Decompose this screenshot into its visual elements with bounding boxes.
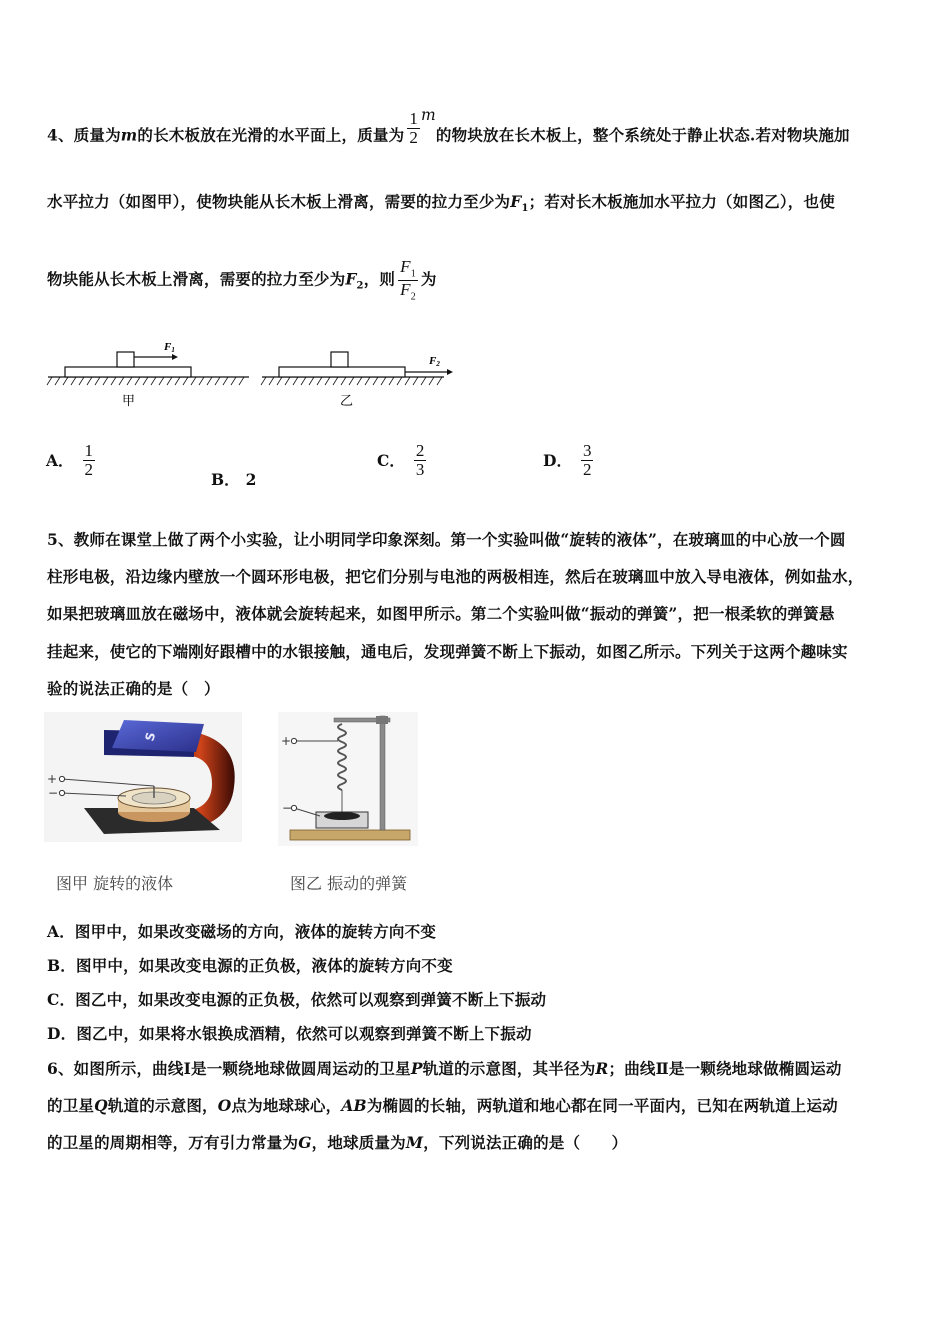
stand-base <box>290 830 410 840</box>
caption-vibrating-spring: 图乙 振动的弹簧 <box>290 874 408 893</box>
q4-line-2: 水平拉力（如图甲），使物块能从长木板上滑离，需要的拉力至少为$F_1$；若对长木板施加水平拉力（如图乙），也使 <box>47 192 835 215</box>
spring-positive-label: + <box>281 734 292 748</box>
long-board-jia <box>65 367 191 377</box>
block-jia <box>117 352 134 367</box>
q5-line-3: 如果把玻璃皿放在磁场中，液体就会旋转起来，如图甲所示。第二个实验叫做“振动的弹簧”，把一根柔软的弹簧悬 <box>47 604 835 623</box>
q4-fraction-half-m: $\frac{1}{2}$ <box>409 109 419 147</box>
force-f1-label: F1 <box>164 341 175 354</box>
q4-option-b[interactable]: B． 2 <box>211 469 257 489</box>
q4-ratio-fraction: $\frac{F_1}{F_2}$ <box>400 257 416 303</box>
magnet-top-pole <box>112 720 204 752</box>
rotating-liquid-figure <box>44 712 242 842</box>
long-board-yi <box>279 367 405 377</box>
diagram-yi-label: 乙 <box>340 394 354 409</box>
q4-line-3: 物块能从长木板上滑离，需要的拉力至少为$F_2$，则 $\frac{F_1}{F_2}$ 为 <box>47 257 437 303</box>
q5-option-a[interactable]: A．图甲中，如果改变磁场的方向，液体的旋转方向不变 <box>47 922 437 941</box>
q4-block-diagrams <box>44 336 464 416</box>
q5-line-1: 5、教师在课堂上做了两个小实验，让小明同学印象深刻。第一个实验叫做“旋转的液体”，在玻璃皿的中心放一个圆 <box>47 530 846 549</box>
caption-rotating-liquid: 图甲 旋转的液体 <box>56 874 174 893</box>
q6-line-1: 6、如图所示，曲线Ⅰ是一颗绕地球做圆周运动的卫星P轨道的示意图，其半径为R；曲线Ⅱ是一颗绕地球做椭圆运动 <box>47 1059 842 1078</box>
q5-line-2: 柱形电极，沿边缘内壁放一个圆环形电极，把它们分别与电池的两极相连，然后在玻璃皿中放入导电液体，例如盐水， <box>47 567 864 586</box>
q5-option-c[interactable]: C．图乙中，如果改变电源的正负极，依然可以观察到弹簧不断上下振动 <box>47 990 547 1009</box>
q4-option-d[interactable]: D． $\frac{3}{2}$ <box>543 441 592 479</box>
q5-line-4: 挂起来，使它的下端刚好跟槽中的水银接触，通电后，发现弹簧不断上下振动，如图乙所示。下列关于这两个趣味实 <box>47 642 848 661</box>
diagram-jia <box>47 341 249 409</box>
spring-negative-label: − <box>282 801 293 815</box>
stand-pole <box>380 716 385 830</box>
positive-terminal-label: + <box>47 772 58 786</box>
block-yi <box>331 352 348 367</box>
q4-option-c[interactable]: C． $\frac{2}{3}$ <box>377 441 425 479</box>
diagram-yi <box>261 352 453 409</box>
q5-option-b[interactable]: B．图甲中，如果改变电源的正负极，液体的旋转方向不变 <box>47 956 453 975</box>
q6-line-3: 的卫星的周期相等，万有引力常量为G，地球质量为M，下列说法正确的是（ ） <box>47 1133 628 1152</box>
q6-line-2: 的卫星Q轨道的示意图，O点为地球球心，AB为椭圆的长轴，两轨道和地心都在同一平面内，已知在两轨道上运动 <box>47 1096 838 1115</box>
q5-option-d[interactable]: D．图乙中，如果将水银换成酒精，依然可以观察到弹簧不断上下振动 <box>47 1024 532 1043</box>
q5-line-5: 验的说法正确的是（ ） <box>47 679 220 698</box>
vibrating-spring-figure <box>278 712 418 846</box>
negative-terminal-label: − <box>48 786 59 800</box>
magnet-s-label: S <box>142 730 159 743</box>
force-f2-label: F2 <box>429 355 440 368</box>
q4-line-1: 4、质量为m的长木板放在光滑的水平面上，质量为 $\frac{1}{2}$ m的物块放在长木板上，整个系统处于静止状态.若对物块施加 <box>47 106 850 147</box>
diagram-jia-label: 甲 <box>122 394 136 409</box>
q4-option-a[interactable]: A． $\frac{1}{2}$ <box>46 441 94 479</box>
